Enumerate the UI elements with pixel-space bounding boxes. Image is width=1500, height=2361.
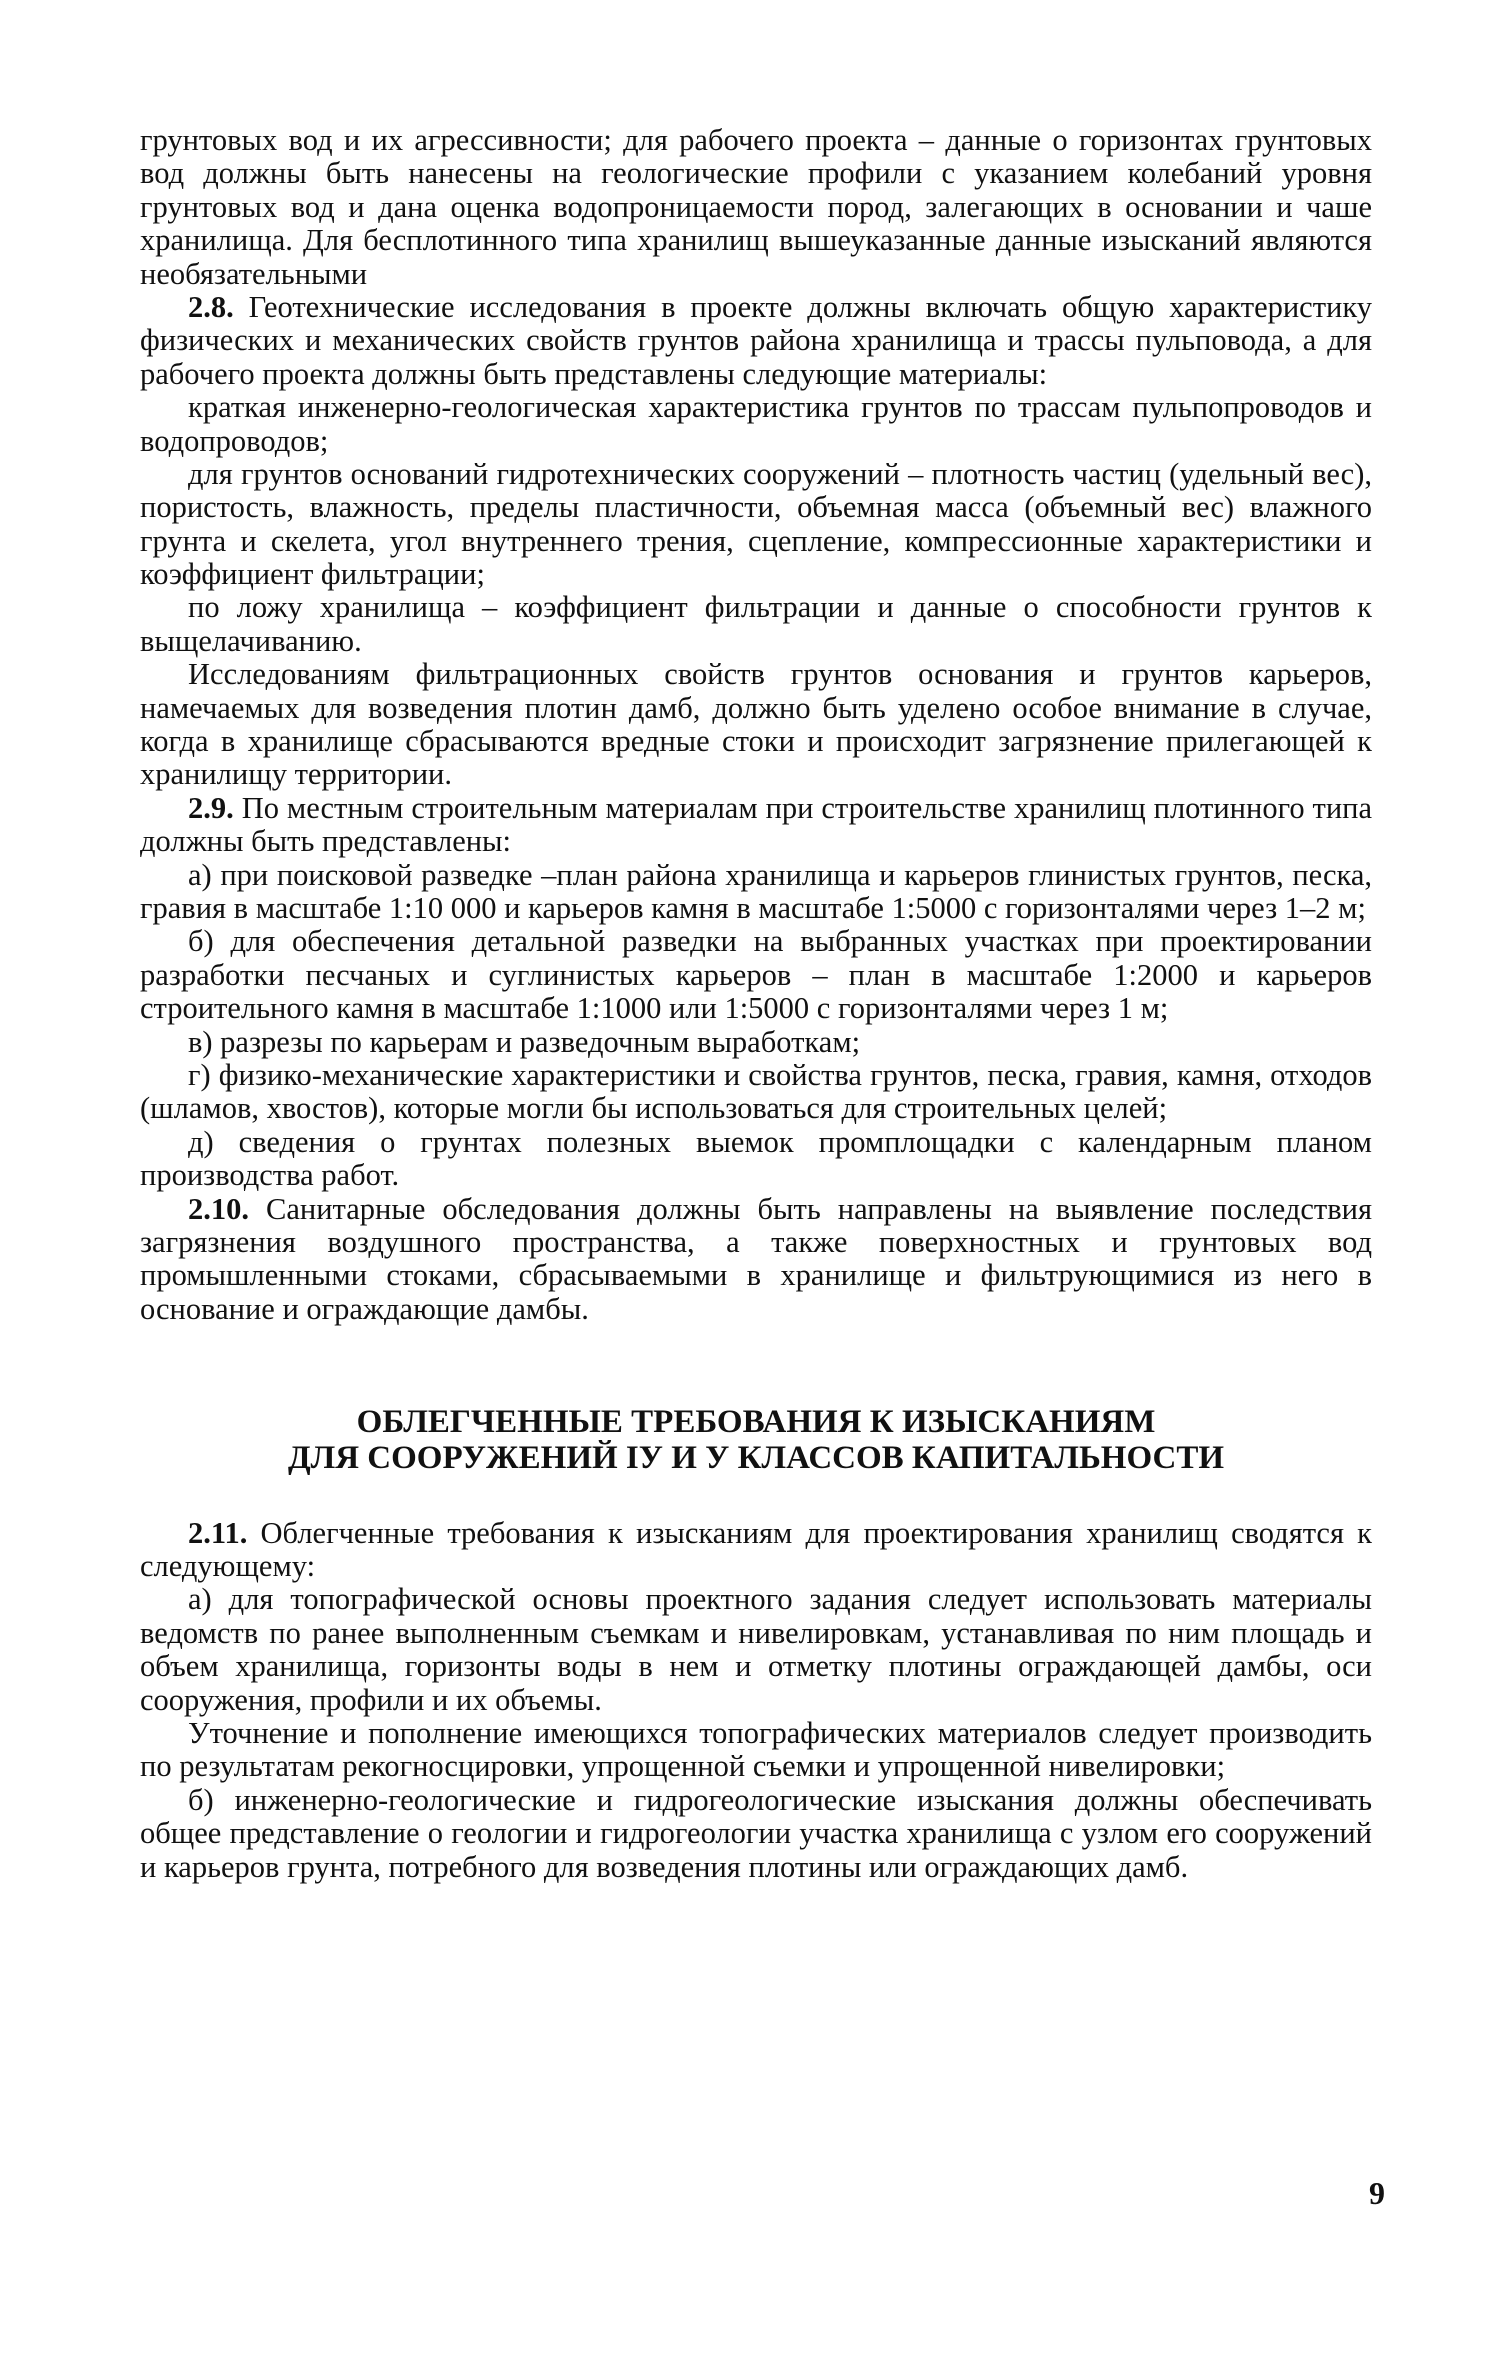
heading-line-1: ОБЛЕГЧЕННЫЕ ТРЕБОВАНИЯ К ИЗЫСКАНИЯМ xyxy=(356,1404,1156,1441)
section-text: Облегченные требования к изысканиям для проектирования хранилищ сводятся к следующему: xyxy=(140,1515,1373,1584)
section-text: Санитарные обследования должны быть направлены на выявление последствия загрязнения воздушного пространства, а также поверхностных и грунтовых вод промышленными стоками, сбрасываемыми в хранилище и фильтрующимися из него в основание и ограждающие дамбы. xyxy=(140,1191,1373,1326)
heading-line-2: ДЛЯ СООРУЖЕНИЙ IУ И У КЛАССОВ КАПИТАЛЬНОСТИ xyxy=(287,1440,1225,1477)
list-item: д) сведения о грунтах полезных выемок промплощадки с календарным планом производства работ. xyxy=(140,1124,1372,1193)
section-heading xyxy=(140,1404,1372,1477)
page-number: 9 xyxy=(1369,2175,1385,2211)
section-number: 2.11. xyxy=(188,1515,248,1550)
section-number: 2.10. xyxy=(188,1191,249,1226)
paragraph: краткая инженерно-геологическая характеристика грунтов по трассам пульпопроводов и водопроводов; xyxy=(140,390,1372,458)
list-item: г) физико-механические характеристики и свойства грунтов, песка, гравия, камня, отходов (шламов, хвостов), которые могли бы использоваться для строительных целей; xyxy=(140,1057,1372,1126)
paragraph: Уточнение и пополнение имеющихся топографических материалов следует производить по результатам рекогносцировки, упрощенной съемки и упрощенной нивелировки; xyxy=(140,1716,1372,1784)
section-2-11 xyxy=(140,1517,1372,1584)
paragraph: Исследованиям фильтрационных свойств грунтов основания и грунтов карьеров, намечаемых для возведения плотин дамб, должно быть уделено особое внимание в случае, когда в хранилище сбрасываются вредные стоки и происходит загрязнение прилегающей к хранилищу территории. xyxy=(140,657,1372,792)
list-item: в) разрезы по карьерам и разведочным выработкам; xyxy=(188,1024,861,1059)
list-item: б) инженерно-геологические и гидрогеологические изыскания должны обеспечивать общее представление о геологии и гидрогеологии участка хранилища с узлом его сооружений и карьеров грунта, потребного для возведения плотины или ограждающих дамб. xyxy=(140,1782,1372,1884)
section-2-10 xyxy=(140,1193,1372,1327)
section-text: Геотехнические исследования в проекте должны включать общую характеристику физических и механических свойств грунтов района хранилища и трассы пульповода, а для рабочего проекта должны быть представлены следующие материалы: xyxy=(140,289,1372,391)
section-number: 2.9. xyxy=(188,790,234,825)
paragraph: для грунтов оснований гидротехнических сооружений – плотность частиц (удельный вес), пористость, влажность, пределы пластичности, объемная масса (объемный вес) влажного грунта и скелета, угол внутреннего трения, сцепление, компрессионные характеристики и коэффициент фильтрации; xyxy=(140,456,1372,592)
paragraph-continuation: грунтовых вод и их агрессивности; для рабочего проекта – данные о горизонтах грунтовых вод должны быть нанесены на геологические профили с указанием колебаний уровня грунтовых вод и дана оценка водопроницаемости пород, залегающих в основании и чаше хранилища. Для бесплотинного типа хранилищ вышеуказанные данные изысканий являются необязательными xyxy=(140,123,1372,291)
document-body xyxy=(140,124,1372,1884)
list-item: а) при поисковой разведке –план района хранилища и карьеров глинистых грунтов, песка, гравия в масштабе 1:10 000 и карьеров камня в масштабе 1:5000 с горизонталями через 1–2 м; xyxy=(140,857,1372,925)
section-number: 2.8. xyxy=(188,289,234,324)
list-item: б) для обеспечения детальной разведки на выбранных участках при проектировании разработки песчаных и суглинистых карьеров – план в масштабе 1:2000 и карьеров строительного камня в масштабе 1:1000 или 1:5000 с горизонталями через 1 м; xyxy=(140,924,1372,1026)
list-item: а) для топографической основы проектного задания следует использовать материалы ведомств по ранее выполненным съемкам и нивелировкам, устанавливая по ним площадь и объем хранилища, горизонты воды в нем и отметку плотины ограждающей дамбы, оси сооружения, профили и их объемы. xyxy=(140,1582,1372,1717)
section-2-9 xyxy=(140,792,1372,859)
paragraph: по ложу хранилища – коэффициент фильтрации и данные о способности грунтов к выщелачиванию. xyxy=(140,590,1372,658)
section-text: По местным строительным материалам при строительстве хранилищ плотинного типа должны быть представлены: xyxy=(140,790,1373,859)
section-2-8 xyxy=(140,291,1372,391)
